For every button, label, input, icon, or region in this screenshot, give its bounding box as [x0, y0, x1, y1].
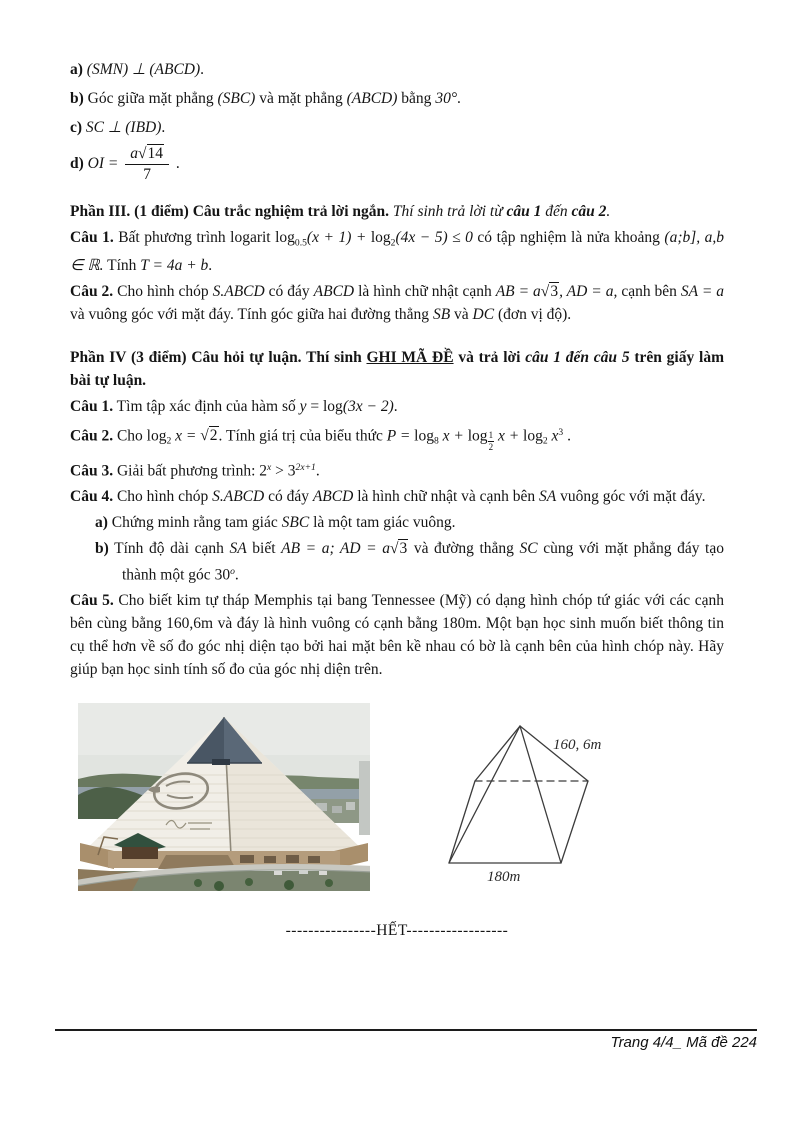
math-run: S.ABCD: [212, 282, 265, 300]
statement-label: a): [70, 61, 87, 78]
fraction: [125, 145, 169, 184]
subscript: 2: [542, 435, 548, 447]
text-run: và: [450, 305, 473, 323]
text-run: .: [393, 397, 398, 415]
radical: [390, 539, 408, 557]
heading-bold-italic: câu 2: [571, 202, 607, 220]
text-run: Bất phương trình logarit: [113, 228, 276, 246]
statement-c: [70, 116, 724, 139]
radical: [541, 282, 559, 300]
text-run: là hình chữ nhật và cạnh bên: [353, 487, 540, 505]
text-run: biết: [246, 539, 282, 557]
text-run: bằng: [397, 90, 436, 107]
text-run: Cho hình chóp: [113, 282, 213, 300]
math-function: log: [370, 228, 391, 246]
heading-italic: đến: [541, 202, 572, 220]
text-run: và vuông góc với mặt đáy. Tính góc giữa hai đường thẳng: [70, 305, 433, 323]
statement-a: [70, 58, 724, 81]
heading-italic: .: [606, 202, 611, 220]
math-run: , AD = a,: [559, 282, 618, 300]
text-run: cùng với mặt phẳng đáy tạo thành một góc: [122, 539, 724, 584]
math-run: (SMN) ⊥ (ABCD): [86, 61, 201, 78]
text-run: Tìm tập xác định của hàm số: [113, 397, 300, 415]
question-label: Câu 3.: [70, 461, 114, 479]
math-function: log: [146, 427, 167, 445]
math-run: AB = a: [495, 282, 541, 300]
math-run: OI =: [87, 154, 123, 172]
math-run: x +: [438, 427, 468, 445]
radical: [200, 426, 218, 444]
math-function: log: [467, 427, 488, 445]
radicand: 3: [550, 282, 559, 300]
heading-bold: và trả lời: [453, 348, 526, 366]
base-length-label: 180m: [487, 869, 521, 886]
heading-bold-italic: câu 1: [506, 202, 542, 220]
subscript: 2: [166, 435, 172, 447]
math-run: SA: [539, 487, 557, 505]
math-run: SA: [229, 539, 247, 557]
part4-question-2: [70, 421, 724, 453]
heading-bold: Phần III. (1 điểm) Câu trắc nghiệm trả lời ngắn.: [70, 202, 390, 220]
text-run: .: [457, 90, 461, 107]
text-run: cạnh bên: [617, 282, 681, 300]
text-run: .: [208, 256, 213, 274]
heading-bold: Phần IV (3 điểm) Câu hỏi tự luận. Thí sinh: [70, 348, 367, 366]
math-run: (4x − 5) ≤ 0: [395, 228, 473, 246]
heading-bold-italic: câu 1 đến câu 5: [525, 348, 630, 366]
question-label: Câu 2.: [70, 427, 114, 445]
math-run: SC: [519, 539, 538, 557]
question-label: Câu 5.: [70, 592, 114, 610]
pyramid-diagram: [432, 715, 652, 895]
math-run: x =: [171, 427, 201, 445]
math-run: T = 4a + b: [140, 256, 209, 274]
math-run: x +: [494, 427, 524, 445]
radical: [138, 144, 164, 162]
question-label: Câu 1.: [70, 228, 114, 246]
math-run: y: [299, 397, 307, 415]
superscript: 3: [558, 426, 564, 438]
math-run: ABCD: [313, 282, 355, 300]
math-run: x: [547, 427, 559, 445]
text-run: có đáy: [264, 487, 313, 505]
text-run: .: [563, 427, 571, 445]
math-run: 30: [214, 566, 231, 584]
part4-heading: [70, 346, 724, 392]
text-run: có tập nghiệm là nửa khoảng: [472, 228, 665, 246]
math-run: SC ⊥ (IBD): [85, 119, 162, 136]
edge-length-label: 160, 6m: [553, 737, 602, 754]
superscript: o: [230, 565, 235, 577]
part4-question-1: [70, 395, 724, 418]
math-run: SBC: [281, 513, 310, 531]
text-run: Giải bất phương trình:: [113, 461, 260, 479]
text-run: là hình chữ nhật cạnh: [354, 282, 496, 300]
figure-row: [78, 703, 724, 895]
superscript: x: [267, 461, 272, 473]
text-run: .: [172, 154, 180, 172]
text-run: Góc giữa mặt phẳng: [87, 90, 218, 107]
part4-question-4a: [70, 511, 724, 534]
math-run: S.ABCD: [212, 487, 265, 505]
text-run: .: [161, 119, 166, 136]
math-run: a: [130, 145, 138, 162]
math-run: (SBC): [217, 90, 256, 107]
fraction-numerator: 1: [488, 430, 494, 441]
text-run: .: [200, 61, 205, 78]
heading-underline: GHI MÃ ĐỀ: [366, 348, 454, 366]
text-run: vuông góc với mặt đáy.: [556, 487, 706, 505]
math-run: DC: [472, 305, 495, 323]
text-run: (đơn vị độ).: [494, 305, 572, 323]
text-run: và đường thẳng: [408, 539, 520, 557]
statement-d: [70, 145, 724, 184]
radicand: 2: [209, 427, 218, 445]
math-run: SA = a: [680, 282, 725, 300]
text-run: có đáy: [264, 282, 314, 300]
text-run: .: [234, 566, 239, 584]
math-run: (3x − 2): [342, 397, 394, 415]
statement-label: d): [70, 154, 88, 172]
math-run: (ABCD): [346, 90, 398, 107]
superscript: 2x+1: [295, 461, 316, 473]
part4-question-4: [70, 485, 724, 508]
radicand: 3: [399, 539, 408, 557]
fraction-numerator: [125, 145, 169, 165]
text-run: Tính độ dài cạnh: [108, 539, 230, 557]
math-function: log: [414, 427, 434, 445]
page-number: Trang 4/4_ Mã đề 224: [610, 1034, 757, 1051]
text-run: là một tam giác vuông.: [309, 513, 456, 531]
math-function: = log: [306, 397, 343, 415]
question-label: Câu 4.: [70, 487, 114, 505]
question-label: Câu 1.: [70, 397, 114, 415]
part4-question-5: [70, 589, 724, 681]
part3-question-1: [70, 226, 724, 277]
text-run: Chứng minh rằng tam giác: [107, 513, 282, 531]
end-marker: ----------------HẾT------------------: [285, 922, 509, 940]
math-run: 30°: [435, 90, 458, 107]
fraction-denominator: 2: [488, 441, 494, 452]
math-run: (x + 1) +: [306, 228, 371, 246]
part3-question-2: [70, 280, 724, 326]
memphis-pyramid-photo: [78, 703, 370, 891]
math-run: 2: [259, 461, 268, 479]
subscript: 0.5: [294, 236, 307, 248]
fraction-denominator: 7: [143, 165, 151, 183]
subitem-label: a): [95, 513, 108, 531]
math-run: P =: [386, 427, 415, 445]
statement-b: [70, 87, 724, 110]
question-label: Câu 2.: [70, 282, 114, 300]
text-run: Tính: [103, 256, 141, 274]
subitem-label: b): [95, 539, 109, 557]
text-run: . Tính giá trị của biểu thức: [218, 427, 387, 445]
math-function: log: [275, 228, 295, 246]
heading-bold: trên giấy làm bài tự luận.: [70, 348, 724, 389]
subscript: 2: [390, 236, 396, 248]
math-run: (a;b], a,b ∈ ℝ.: [70, 228, 725, 274]
math-run: ABCD: [312, 487, 354, 505]
text-run: Cho biết kim tự tháp Memphis tại bang Tennessee (Mỹ) có dạng hình chóp tứ giác với các cạnh bên cùng bằng 160,6m và đáy là hình vuông có cạnh bằng 180m. Một bạn học sinh muốn biết thông tin cụ thể hơn về số đo góc nhị diện tạo bởi hai mặt bên kề nhau có bờ là cạnh bên của hình chóp này. Hãy giúp bạn học sinh tính số đo của góc nhị diện trên.: [70, 592, 724, 679]
text-run: và mặt phẳng: [255, 90, 347, 107]
text-run: .: [315, 461, 320, 479]
text-run: Cho: [113, 427, 147, 445]
math-run: SB: [432, 305, 451, 323]
math-function: log: [523, 427, 543, 445]
page-footer: [55, 1029, 757, 1051]
math-run: AB = a; AD = a: [281, 539, 390, 557]
part3-heading: [70, 200, 724, 223]
radicand: 14: [147, 145, 164, 162]
statement-label: c): [70, 119, 86, 136]
text-run: Cho hình chóp: [113, 487, 213, 505]
statement-label: b): [70, 90, 88, 107]
subscript: 8: [433, 435, 439, 447]
part4-question-3: [70, 456, 724, 482]
heading-italic: Thí sinh trả lời từ: [389, 202, 507, 220]
math-run: > 3: [271, 461, 296, 479]
part4-question-4b: [70, 537, 724, 586]
